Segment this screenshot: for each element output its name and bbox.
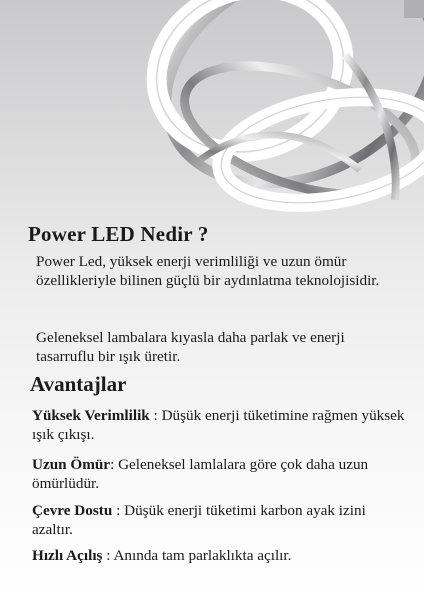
advantages-heading: Avantajlar [30,372,127,396]
feature-item [32,501,408,539]
feature-item [32,455,408,493]
led-ring-lamp-image [0,0,424,230]
feature-separator: : [149,407,162,424]
feature-term: Uzun Ömür [32,456,111,473]
feature-item [32,406,408,444]
intro-paragraph-1: Power Led, yüksek enerji verimliliği ve uzun ömür özellikleriyle bilinen güçlü bir aydınlatma teknolojisidir. [36,253,380,289]
feature-separator: : [112,502,125,519]
intro-paragraph-2: Geleneksel lambalara kıyasla daha parlak ve enerji tasarruflu bir ışık üretir. [36,329,345,365]
feature-term: Yüksek Verimlilik [32,407,150,424]
feature-text: Düşük enerji tüketimi karbon ayak izini azaltır. [32,502,366,538]
feature-text: Geleneksel lamlalara göre çok daha uzun ömürlüdür. [32,456,369,492]
feature-term: Çevre Dostu [32,502,113,519]
feature-term: Hızlı Açılış [32,547,103,564]
feature-text: Düşük enerji tüketimine rağmen yüksek ışık çıkışı. [32,407,405,443]
feature-item [32,546,408,565]
feature-text: Anında tam parlaklıkta açılır. [113,547,292,564]
feature-separator: : [102,547,114,564]
heading: Power LED Nedir ? [28,222,209,246]
feature-separator: : [110,456,119,473]
